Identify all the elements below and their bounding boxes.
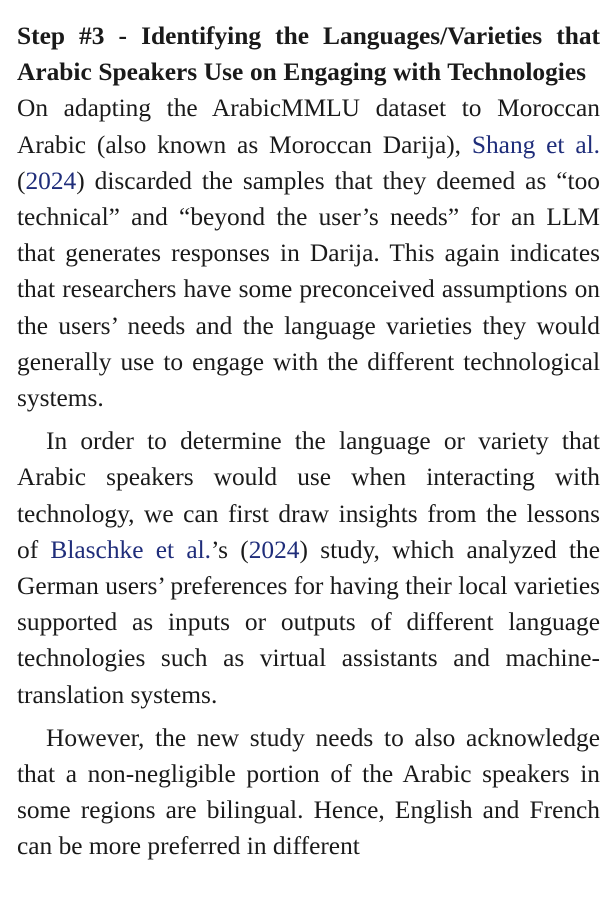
paragraph-text: ) study, which analyzed the German users’ preferences for having their local varieties supported as inputs or outputs of different language technologies such as virtual assistants and machine-translation systems. [17,535,600,709]
citation-year-link[interactable]: 2024 [25,166,77,195]
citation-author-link[interactable]: Blaschke et al. [50,535,212,564]
paragraph-text: ( [17,166,26,195]
paragraph-text: However, the new study needs to also acknowledge that a non-negligible portion of the Arabic speakers in some regions are bilingual. Hence, English and French can be more preferred in different [17,723,600,861]
paragraph-bilingual [17,720,600,865]
citation-author-link[interactable]: Shang et al. [471,130,600,159]
citation-year-link[interactable]: 2024 [248,535,300,564]
paragraph-step-3 [17,18,600,416]
paragraph-text: In order to determine the language or variety that Arabic speakers would use when interacting with technology, we can first draw insights from the lessons of [17,427,600,564]
paragraph-text: ’s ( [211,535,249,564]
section-heading: Step #3 - Identifying the Languages/Varieties that Arabic Speakers Use on Engaging with Technologies [17,22,600,87]
paragraph-text: ) discarded the samples that they deemed as “too technical” and “beyond the user’s needs” for an LLM that generates responses in Darija. This again indicates that researchers have some preconceived assumptions on the users’ needs and the language varieties they would generally use to engage with the different technological systems. [17,166,600,413]
paragraph-text: On adapting the ArabicMMLU dataset to Moroccan Arabic (also known as Moroccan Darija), [17,94,600,159]
paragraph-blaschke [17,423,600,713]
